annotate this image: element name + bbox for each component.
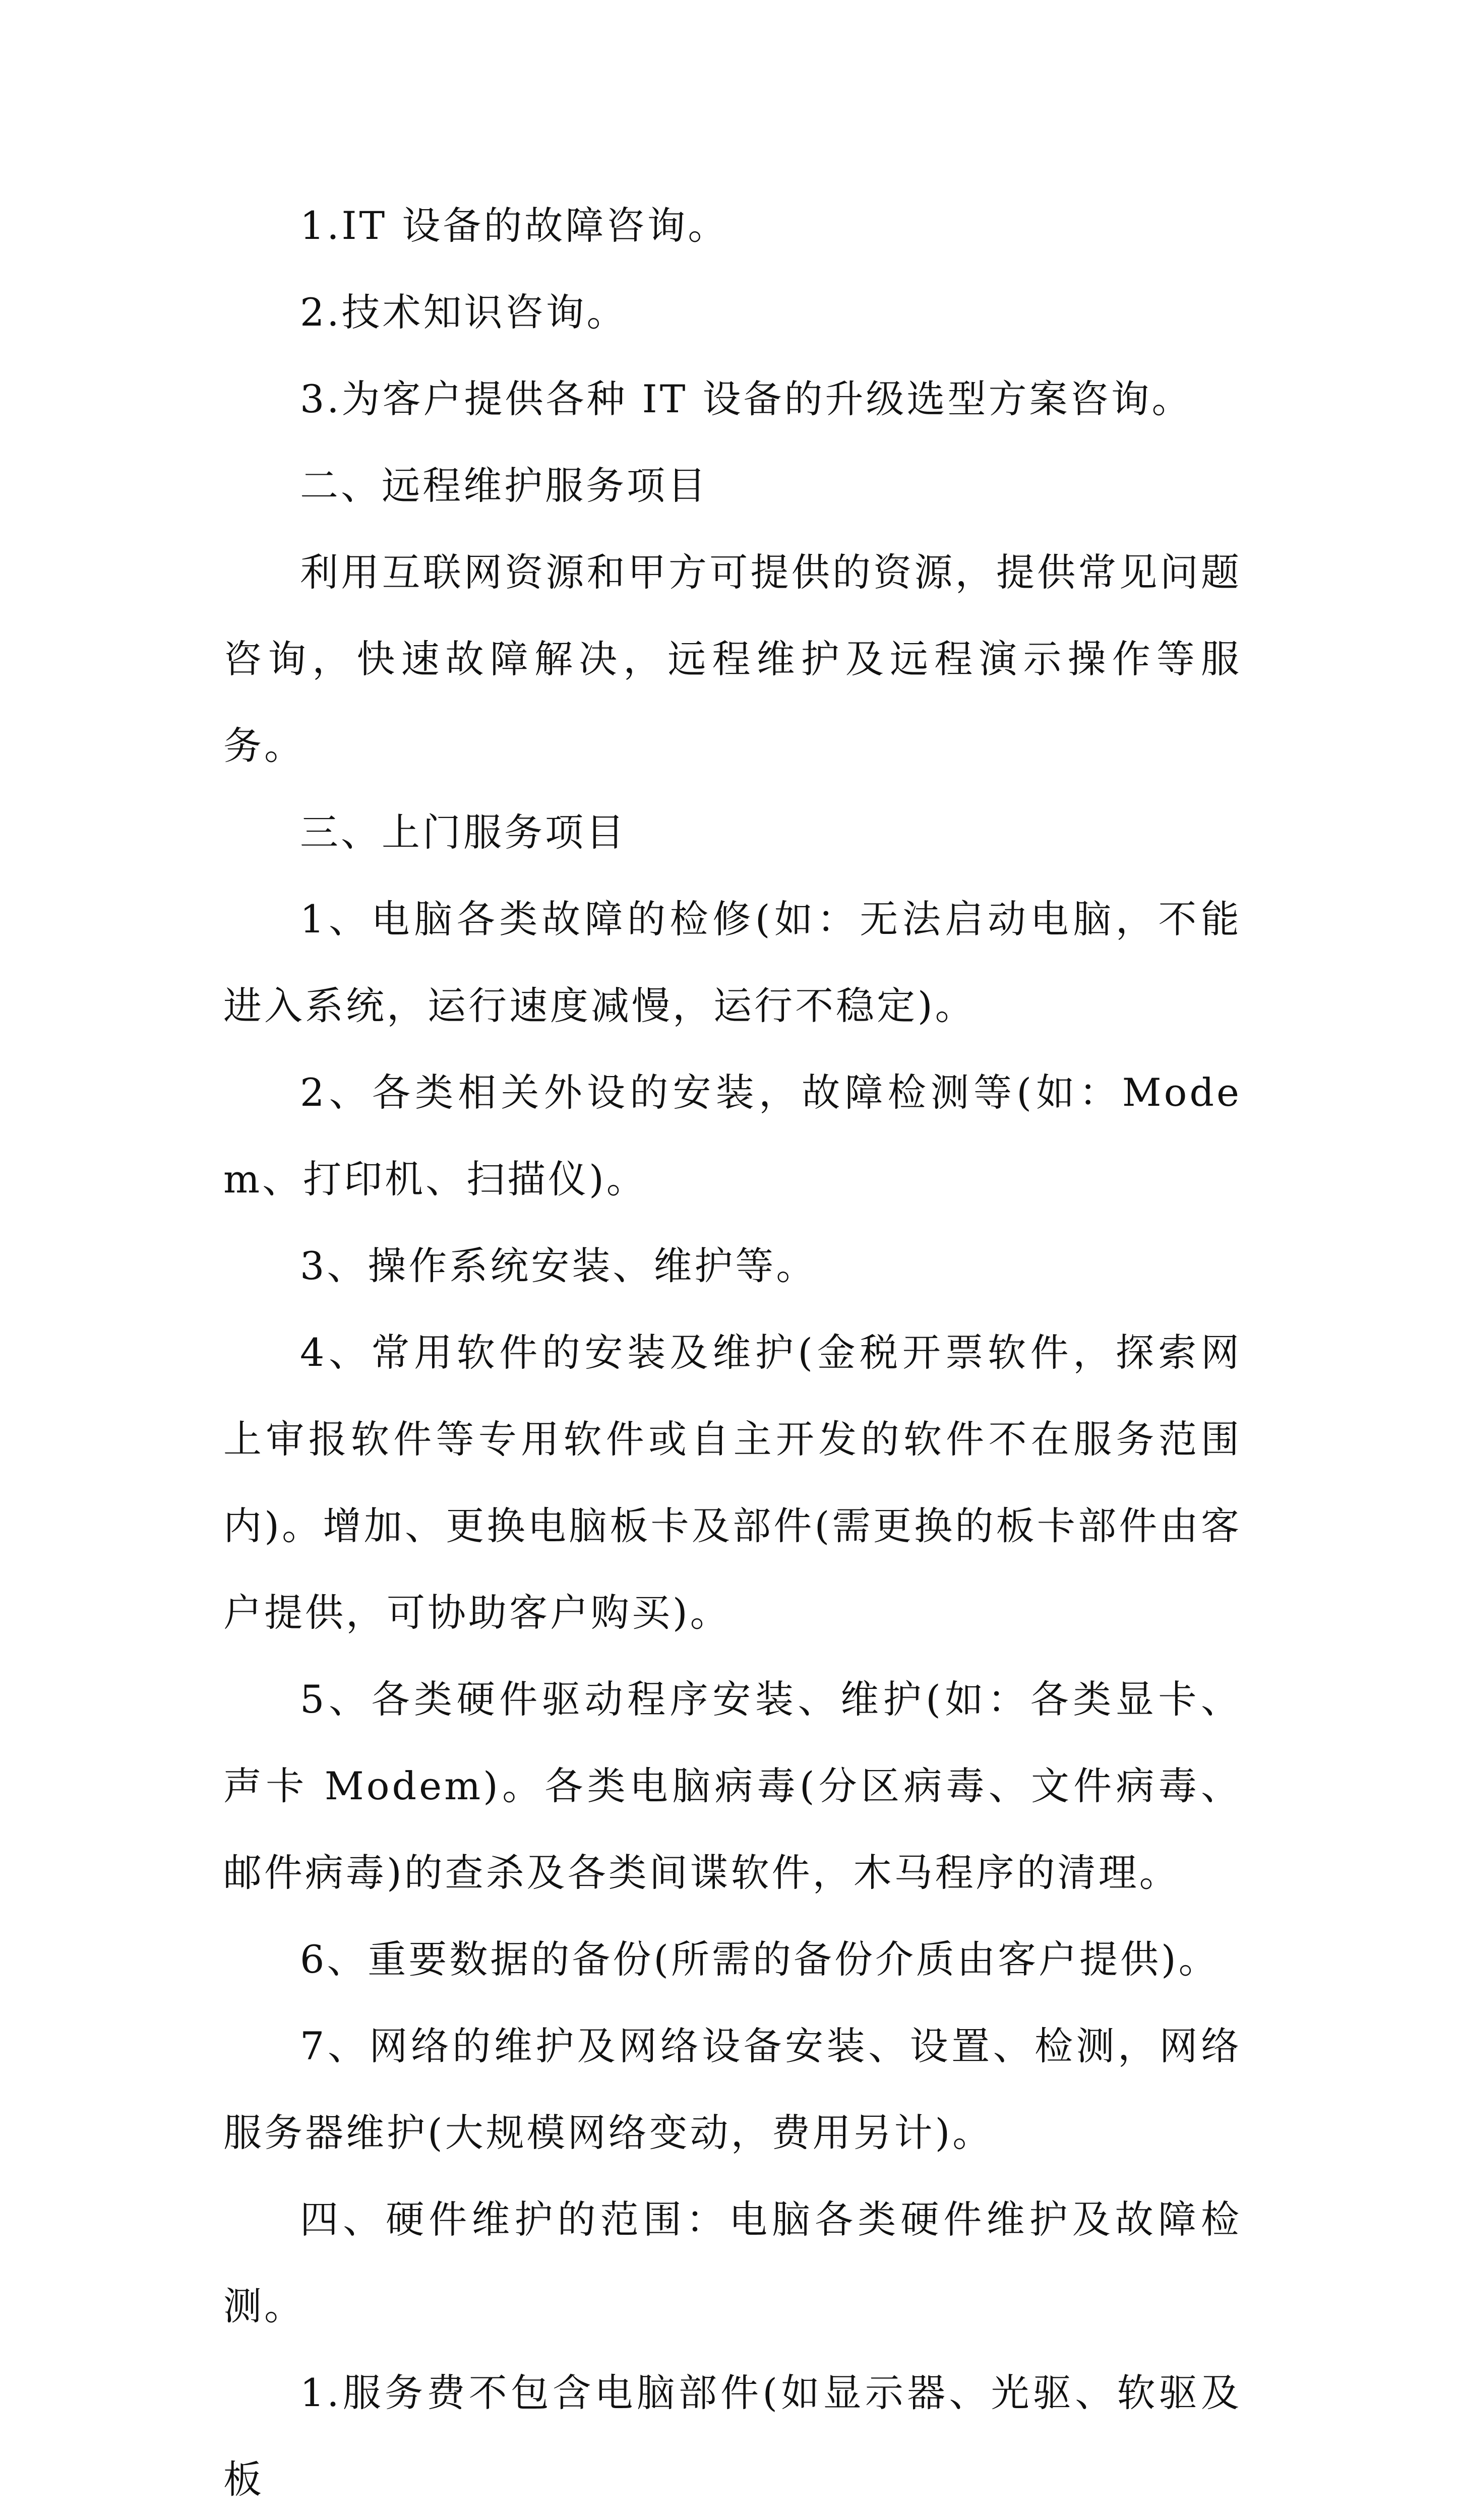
paragraph-service-fee-note: 1.服务费不包含电脑部件(如显示器、光驱、软驱及板 — [223, 2370, 1242, 2502]
paragraph-onsite-item-3: 3、操作系统安装、维护等。 — [300, 1243, 817, 1288]
paragraph-onsite-item-4: 4、常用软件的安装及维护(金税开票软件，探索网上审报软件等专用软件或自主开发的软件不在服务范围内)。增加、更换电脑板卡及部件(需更换的板卡部件由客户提供，可协助客户购买)。 — [223, 1330, 1242, 1635]
paragraph-tech-knowledge-consult: 2.技术知识咨询。 — [300, 290, 628, 335]
paragraph-onsite-item-7: 7、网络的维护及网络设备安装、设置、检测，网络服务器维护(大规模网络变动，费用另计)。 — [223, 2024, 1242, 2155]
paragraph-onsite-item-5: 5、各类硬件驱动程序安装、维护(如：各类显卡、声卡 Modem)。各类电脑病毒(分区病毒、文件病毒、邮件病毒)的查杀及各类间谍软件，木马程序的清理。 — [223, 1677, 1242, 1895]
paragraph-onsite-item-2: 2、各类相关外设的安装，故障检测等(如：Modem、打印机、扫描仪)。 — [223, 1070, 1242, 1202]
paragraph-onsite-item-6: 6、重要数据的备份(所需的备份介质由客户提供)。 — [300, 1937, 1220, 1982]
section-heading-hardware-scope: 四、硬件维护的范围：电脑各类硬件维护及故障检测。 — [223, 2197, 1242, 2328]
paragraph-it-fault-consult: 1.IT 设备的故障咨询。 — [300, 203, 729, 248]
paragraph-remote-maintenance: 利用互联网资源和甲方可提供的资源，提供常见问题咨询，快速故障解决，远程维护及远程演示操作等服务。 — [223, 550, 1242, 768]
paragraph-upgrade-consult: 3.为客户提供各种 IT 设备的升级选型方案咨询。 — [300, 376, 1193, 421]
document-body — [223, 182, 1242, 2520]
section-heading-remote-maintenance: 二、远程维护服务项目 — [300, 463, 708, 508]
section-heading-onsite-service: 三、上门服务项目 — [300, 810, 627, 855]
paragraph-onsite-item-1: 1、电脑各类故障的检修(如：无法启动电脑，不能进入系统，运行速度减慢，运行不稳定)。 — [223, 897, 1242, 1028]
